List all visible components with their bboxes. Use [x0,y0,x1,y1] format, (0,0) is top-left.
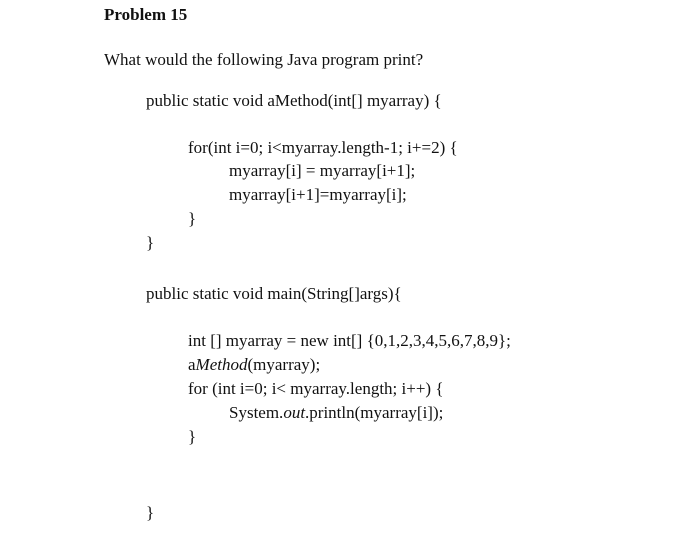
for-loop-header: for(int i=0; i<myarray.length-1; i+=2) { [188,138,458,157]
call-prefix: a [188,355,196,374]
amethod-signature: public static void aMethod(int[] myarray) { [146,91,442,110]
problem-title: Problem 15 [104,5,188,24]
main-close-brace: } [146,503,155,522]
main-signature: public static void main(String[]args){ [146,284,402,303]
for-loop-close-brace: } [188,209,197,228]
amethod-close-brace: } [146,233,155,252]
print-loop-header: for (int i=0; i< myarray.length; i++) { [188,379,444,398]
assignment-line-1: myarray[i] = myarray[i+1]; [229,161,416,180]
println-statement [229,402,443,424]
print-out-field: out [283,403,306,422]
amethod-call [188,354,320,376]
print-suffix: .println(myarray[i]); [305,403,444,422]
call-suffix: (myarray); [247,355,321,374]
print-loop-close-brace: } [188,427,197,446]
call-method-name: Method [195,355,248,374]
assignment-line-2: myarray[i+1]=myarray[i]; [229,185,407,204]
print-prefix: System. [229,403,284,422]
array-declaration: int [] myarray = new int[] {0,1,2,3,4,5,6,7,8,9}; [188,331,511,350]
problem-question: What would the following Java program print? [104,50,424,69]
